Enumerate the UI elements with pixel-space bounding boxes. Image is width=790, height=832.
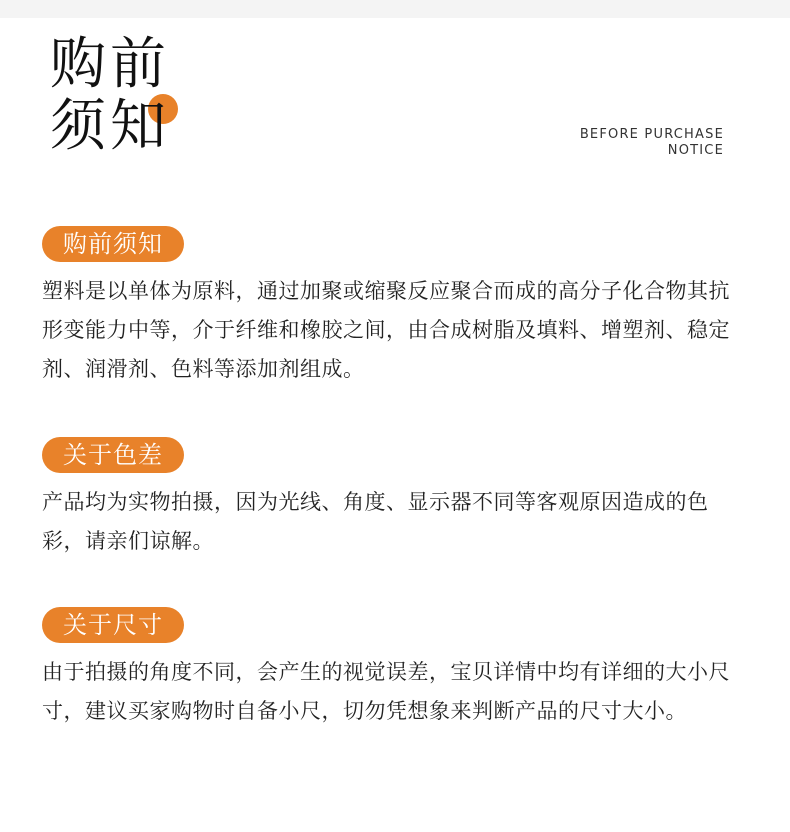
page-title-line-2: 须知 [50, 94, 170, 159]
section-label-size: 关于尺寸 [42, 607, 184, 643]
section-text-size: 由于拍摄的角度不同，会产生的视觉误差，宝贝详情中均有详细的大小尺寸，建议买家购物时自备小尺，切勿凭想象来判断产品的尺寸大小。 [42, 660, 730, 723]
section-size [42, 607, 742, 731]
section-label-color-difference: 关于色差 [42, 437, 184, 473]
section-text-color-difference: 产品均为实物拍摄，因为光线、角度、显示器不同等客观原因造成的色彩，请亲们谅解。 [42, 490, 709, 553]
section-text-purchase-notice: 塑料是以单体为原料，通过加聚或缩聚反应聚合而成的高分子化合物其抗形变能力中等，介于纤维和橡胶之间，由合成树脂及填料、增塑剂、稳定剂、润滑剂、色料等添加剂组成。 [42, 279, 730, 381]
section-purchase-notice [42, 226, 742, 389]
page-title-line-1: 购前 [50, 32, 170, 97]
page-subtitle [580, 127, 724, 159]
section-color-difference [42, 437, 742, 561]
section-label-purchase-notice: 购前须知 [42, 226, 184, 262]
top-band [0, 0, 790, 18]
page-subtitle-line-2: NOTICE [667, 143, 724, 158]
page-subtitle-line-1: BEFORE PURCHASE [579, 127, 724, 142]
page-title [50, 34, 190, 164]
